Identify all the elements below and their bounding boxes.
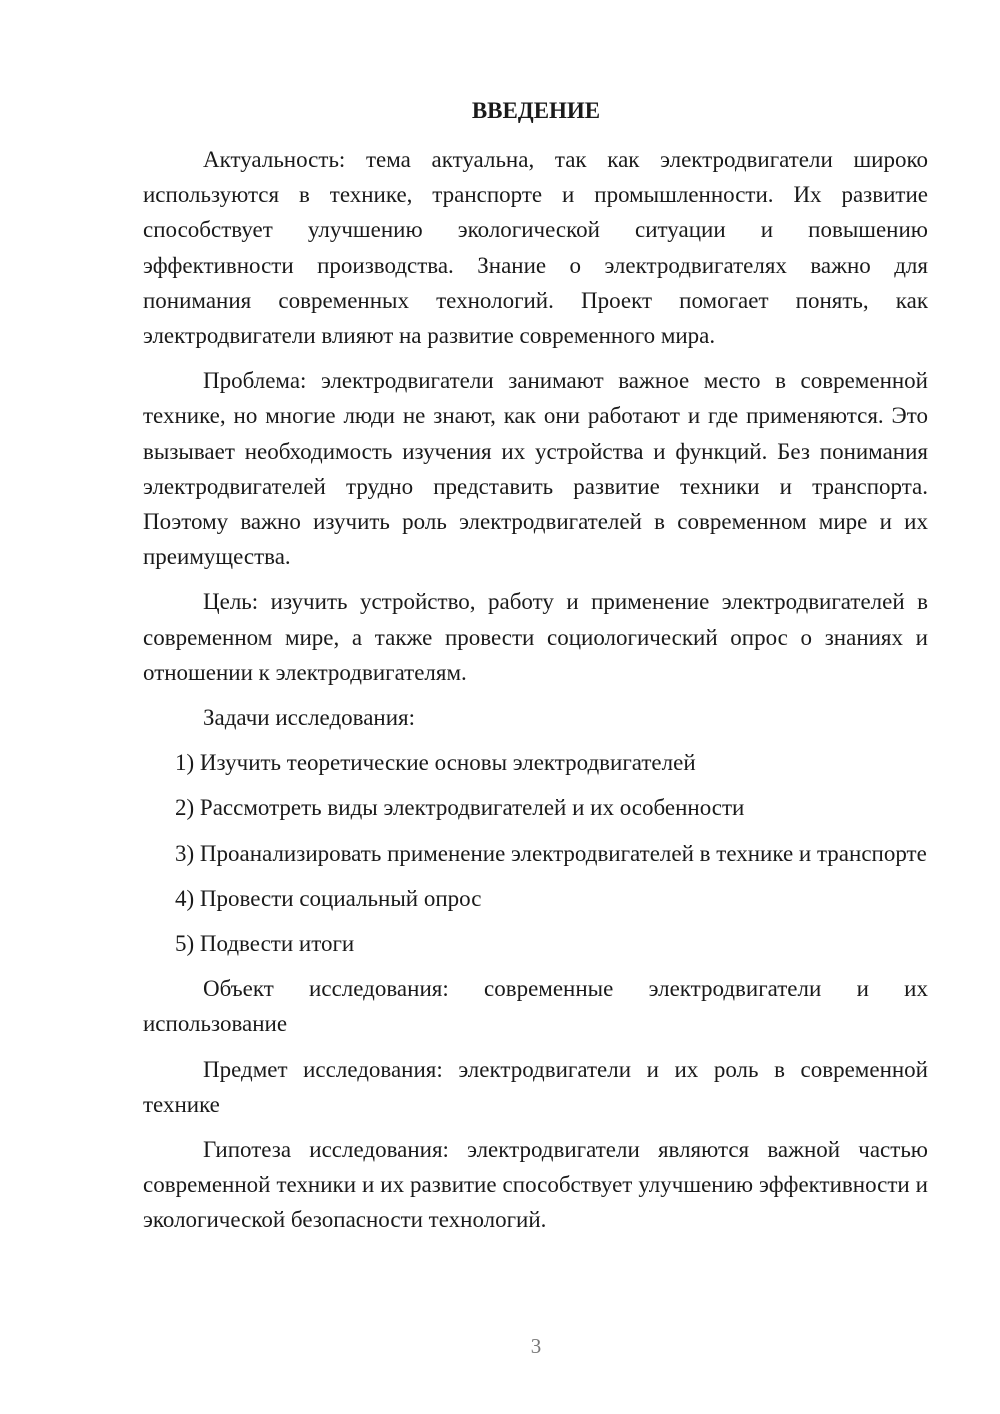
paragraph-hypothesis: Гипотеза исследования: электродвигатели являются важной частью современной техники и их развитие способствует улучшению эффективности и экологической безопасности технологий. xyxy=(143,1137,928,1233)
task-item: 1) Изучить теоретические основы электродвигателей xyxy=(175,750,696,776)
task-item: 4) Провести социальный опрос xyxy=(175,885,482,911)
task-item: 3) Проанализировать применение электродвигателей в технике и транспорте xyxy=(175,840,927,866)
paragraph-problem: Проблема: электродвигатели занимают важное место в современной технике, но многие люди не знают, как они работают и где применяются. Это вызывает необходимость изучения их устройства и функций. Без понимания электродвигателей трудно представить развитие техники и транспорта. Поэтому важно изучить роль электродвигателей в современном мире и их преимущества. xyxy=(143,368,928,570)
paragraph-object: Объект исследования: современные электродвигатели и их использование xyxy=(143,976,928,1037)
task-item: 5) Подвести итоги xyxy=(175,931,355,957)
paragraph-goal: Цель: изучить устройство, работу и применение электродвигателей в современном мире, а также провести социологический опрос о знаниях и отношении к электродвигателям. xyxy=(143,589,928,685)
document-body xyxy=(143,142,928,1248)
paragraph-subject: Предмет исследования: электродвигатели и их роль в современной технике xyxy=(143,1056,928,1117)
task-item: 2) Рассмотреть виды электродвигателей и их особенности xyxy=(175,795,745,821)
paragraph-relevance: Актуальность: тема актуальна, так как электродвигатели широко используются в технике, транспорте и промышленности. Их развитие способствует улучшению экологической ситуации и повышению эффективности производства. Знание о электродвигателях важно для понимания современных технологий. Проект помогает понять, как электродвигатели влияют на развитие современного мира. xyxy=(143,147,928,349)
paragraph-tasks-heading: Задачи исследования: xyxy=(203,705,416,731)
page-number: 3 xyxy=(530,1334,542,1358)
page-title: ВВЕДЕНИЕ xyxy=(471,98,601,123)
